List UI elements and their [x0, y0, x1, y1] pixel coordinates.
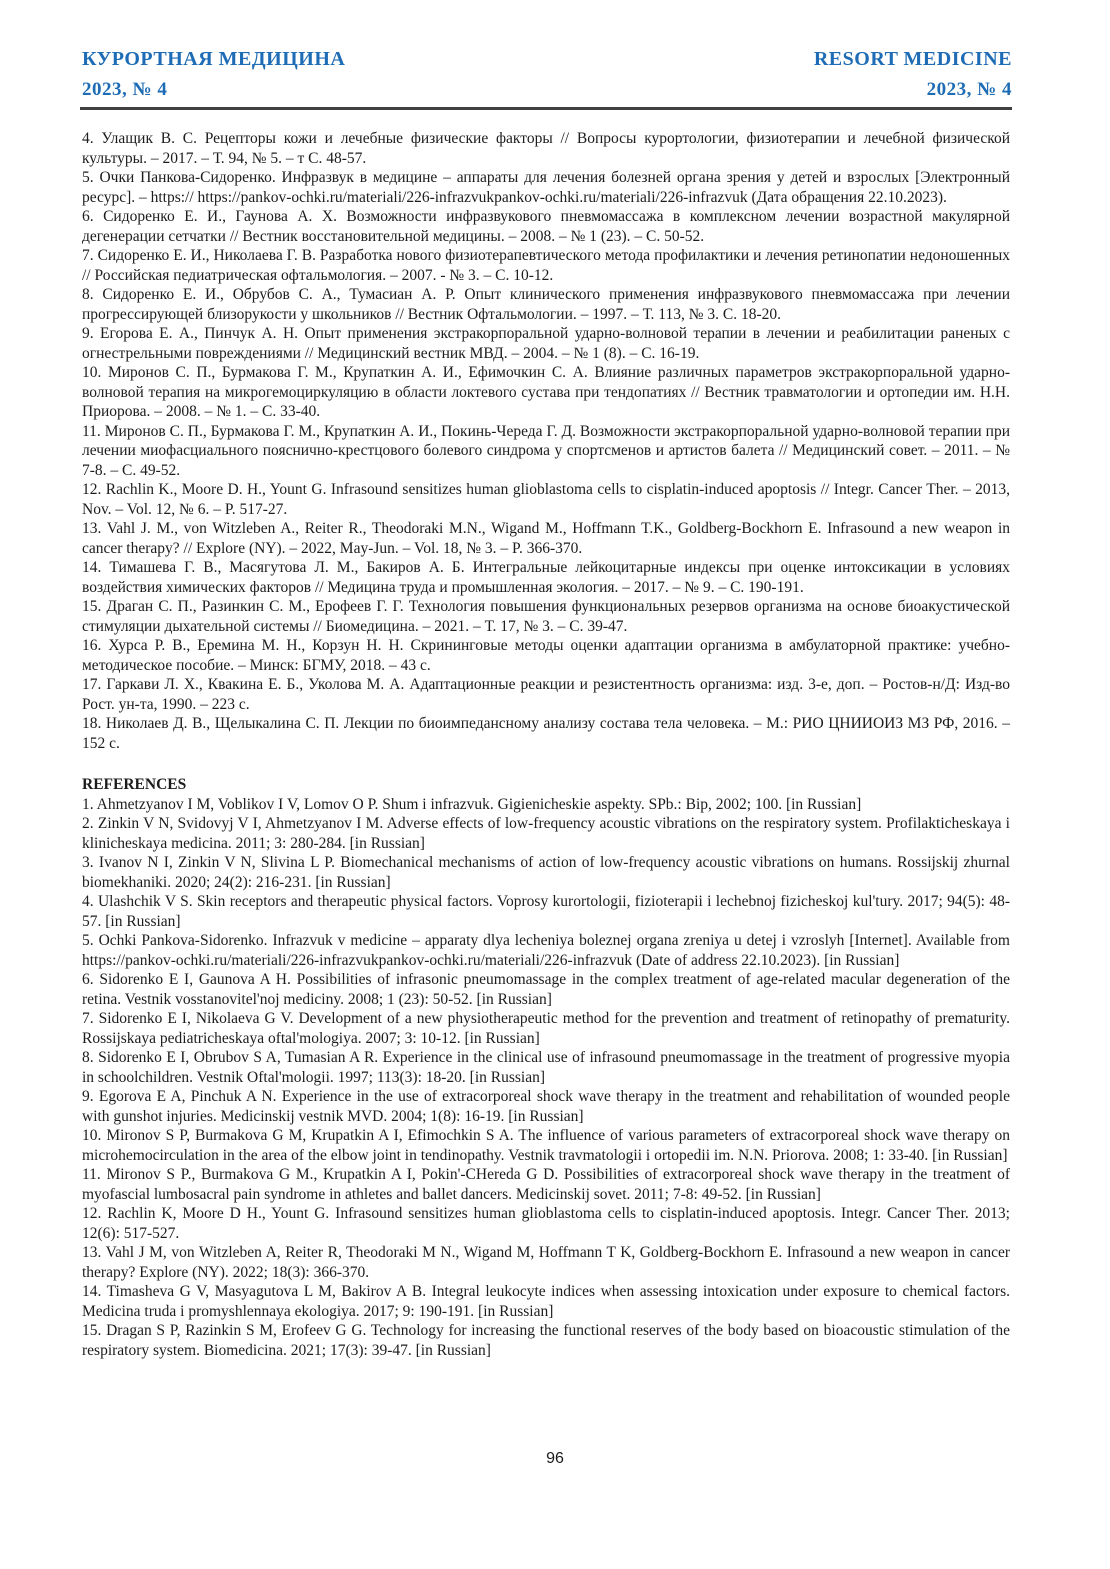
journal-title-ru: КУРОРТНАЯ МЕДИЦИНА [82, 48, 346, 70]
english-references-list [82, 795, 1010, 1361]
reference-item: 7. Sidorenko E I, Nikolaeva G V. Development of a new physiotherapeutic method for the prevention and treatment of retinopathy of prematurity. Rossijskaya pediatricheskaya oftal'mologiya. 2007; 3: 10-12. [in Russian] [82, 1010, 1010, 1047]
reference-item: 7. Сидоренко Е. И., Николаева Г. В. Разработка нового физиотерапевтического метода профилактики и лечения ретинопатии недоношенных // Российская педиатрическая офтальмология. – 2007. - № 3. – С. 10-12. [82, 247, 1010, 284]
reference-item: 12. Rachlin K, Moore D H., Yount G. Infrasound sensitizes human glioblastoma cells to cisplatin-induced apoptosis. Integr. Cancer Ther. 2013; 12(6): 517-527. [82, 1205, 1010, 1242]
reference-item: 3. Ivanov N I, Zinkin V N, Slivina L P. Biomechanical mechanisms of action of low-frequency acoustic vibrations on humans. Rossijskij zhurnal biomekhaniki. 2020; 24(2): 216-231. [in Russian] [82, 854, 1010, 891]
reference-item: 14. Тимашева Г. В., Масягутова Л. М., Бакиров А. Б. Интегральные лейкоцитарные индексы при оценке интоксикации в условиях воздействия химических факторов // Медицина труда и промышленная экология. – 2017. – № 9. – С. 190-191. [82, 559, 1010, 596]
reference-item: 11. Mironov S P., Burmakova G M., Krupatkin A I, Pokin'-CHereda G D. Possibilities of extracorporeal shock wave therapy in the treatment of myofascial lumbosacral pain syndrome in athletes and ballet dancers. Medicinskij sovet. 2011; 7-8: 49-52. [in Russian] [82, 1166, 1010, 1203]
references-heading: REFERENCES [82, 776, 187, 793]
reference-item: 10. Миронов С. П., Бурмакова Г. М., Крупаткин А. И., Ефимочкин С. А. Влияние различных параметров экстракорпоральной ударно-волновой терапия на микрогемоциркуляцию в области локтевого сустава при тендопатиях // Вестник травматологии и ортопедии им. Н.Н. Приорова. – 2008. – № 1. – С. 33-40. [82, 364, 1010, 420]
reference-item: 13. Vahl J. M., von Witzleben A., Reiter R., Theodoraki M.N., Wigand M., Hoffmann T.K., Goldberg-Bockhorn E. Infrasound a new weapon in cancer therapy? // Explore (NY). – 2022, May-Jun. – Vol. 18, № 3. – P. 366-370. [82, 520, 1010, 557]
reference-item: 1. Ahmetzyanov I M, Voblikov I V, Lomov O P. Shum i infrazvuk. Gigienicheskie aspekty. SPb.: Bip, 2002; 100. [in Russian] [82, 795, 862, 813]
russian-references-list [82, 129, 1010, 753]
page-header [0, 0, 1110, 104]
journal-issue-ru: 2023, № 4 [82, 79, 168, 100]
reference-item: 12. Rachlin K., Moore D. H., Yount G. Infrasound sensitizes human glioblastoma cells to cisplatin-induced apoptosis // Integr. Cancer Ther. – 2013, Nov. – Vol. 12, № 6. – P. 517-27. [82, 481, 1010, 518]
page-number: 96 [546, 1450, 564, 1467]
journal-issue-en: 2023, № 4 [926, 79, 1012, 100]
header-right-block [814, 44, 1012, 104]
reference-item: 15. Dragan S P, Razinkin S M, Erofeev G G. Technology for increasing the functional reserves of the body based on bioacoustic stimulation of the respiratory system. Biomedicina. 2021; 17(3): 39-47. [in Russian] [82, 1322, 1010, 1359]
reference-item: 8. Sidorenko E I, Obrubov S A, Tumasian A R. Experience in the clinical use of infrasound pneumomassage in the treatment of progressive myopia in schoolchildren. Vestnik Oftal'mologii. 1997; 113(3): 18-20. [in Russian] [82, 1049, 1010, 1086]
reference-item: 6. Sidorenko E I, Gaunova A H. Possibilities of infrasonic pneumomassage in the complex treatment of age-related macular degeneration of the retina. Vestnik vosstanovitel'noj mediciny. 2008; 1 (23): 50-52. [in Russian] [82, 971, 1010, 1008]
reference-item: 18. Николаев Д. В., Щелыкалина С. П. Лекции по биоимпедансному анализу состава тела человека. – М.: РИО ЦНИИОИЗ МЗ РФ, 2016. – 152 с. [82, 715, 1010, 752]
header-rule [80, 107, 1012, 110]
reference-item: 11. Миронов С. П., Бурмакова Г. М., Крупаткин А. И., Покинь-Череда Г. Д. Возможности экстракорпоральной ударно-волновой терапии при лечении миофасциального пояснично-крестцового болевого синдрома у спортсменов и артистов балета // Медицинский совет. – 2011. – № 7-8. – С. 49-52. [82, 422, 1010, 479]
reference-item: 10. Mironov S P, Burmakova G M, Krupatkin A I, Efimochkin S A. The influence of various parameters of extracorporeal shock wave therapy on microhemocirculation in the area of the elbow joint in tendinopathy. Vestnik travmatologii i ortopedii im. N.N. Priorova. 2008; 1: 33-40. [in Russian] [82, 1127, 1010, 1164]
reference-item: 9. Egorova E A, Pinchuk A N. Experience in the use of extracorporeal shock wave therapy in the treatment and rehabilitation of wounded people with gunshot injuries. Medicinskij vestnik MVD. 2004; 1(8): 16-19. [in Russian] [82, 1088, 1010, 1125]
reference-item: 8. Сидоренко Е. И., Обрубов С. А., Тумасиан А. Р. Опыт клинического применения инфразвукового пневмомассажа при лечении прогрессирующей близорукости у школьников // Вестник Офтальмологии. – 1997. – Т. 113, № 3. С. 18-20. [82, 286, 1010, 323]
reference-item: 15. Драган С. П., Разинкин С. М., Ерофеев Г. Г. Технология повышения функциональных резервов организма на основе биоакустической стимуляции дыхательной системы // Биомедицина. – 2021. – Т. 17, № 3. – С. 39-47. [82, 598, 1010, 635]
reference-item: 2. Zinkin V N, Svidovyj V I, Ahmetzyanov I M. Adverse effects of low-frequency acoustic vibrations on the respiratory system. Profilakticheskaya i klinicheskaya medicina. 2011; 3: 280-284. [in Russian] [82, 815, 1010, 852]
reference-item: 4. Ulashchik V S. Skin receptors and therapeutic physical factors. Voprosy kurortologii, fizioterapii i lechebnoj fizicheskoj kul'tury. 2017; 94(5): 48-57. [in Russian] [82, 893, 1010, 930]
reference-item: 4. Улащик В. С. Рецепторы кожи и лечебные физические факторы // Вопросы курортологии, физиотерапии и лечебной физической культуры. – 2017. – Т. 94, № 5. – т С. 48-57. [82, 130, 1010, 167]
reference-item: 13. Vahl J M, von Witzleben A, Reiter R, Theodoraki M N., Wigand M, Hoffmann T K, Goldberg-Bockhorn E. Infrasound a new weapon in cancer therapy? Explore (NY). 2022; 18(3): 366-370. [82, 1244, 1010, 1281]
header-left-block [82, 44, 345, 104]
references-content [82, 129, 1010, 1360]
reference-item: 17. Гаркави Л. Х., Квакина Е. Б., Уколова М. А. Адаптационные реакции и резистентность организма: изд. 3-е, доп. – Ростов-н/Д: Изд-во Рост. ун-та, 1990. – 223 с. [82, 676, 1010, 713]
journal-title-en: RESORT MEDICINE [813, 48, 1012, 70]
page-footer [0, 1450, 1110, 1468]
reference-item: 5. Очки Панкова-Сидоренко. Инфразвук в медицине – аппараты для лечения болезней органа зрения у детей и взрослых [Электронный ресурс]. – https:// https://pankov-ochki.ru/materiali/226-infrazvukpankov-ochki.ru/materiali/226-infrazvuk (Дата обращения 22.10.2023). [82, 169, 1010, 206]
reference-item: 5. Ochki Pankova-Sidorenko. Infrazvuk v medicine – apparaty dlya lecheniya boleznej organa zreniya u detej i vzroslyh [Internet]. Available from https://pankov-ochki.ru/materiali/226-infrazvukpankov-ochki.ru/materiali/226-infrazvuk (Date of address 22.10.2023). [in Russian] [82, 932, 1010, 969]
reference-item: 16. Хурса Р. В., Еремина М. Н., Корзун Н. Н. Скрининговые методы оценки адаптации организма в амбулаторной практике: учебно-методическое пособие. – Минск: БГМУ, 2018. – 43 с. [82, 637, 1010, 674]
reference-item: 6. Сидоренко Е. И., Гаунова А. Х. Возможности инфразвукового пневмомассажа в комплексном лечении возрастной макулярной дегенерации сетчатки // Вестник восстановительной медицины. – 2008. – № 1 (23). – С. 50-52. [82, 208, 1010, 245]
reference-item: 9. Егорова Е. А., Пинчук А. Н. Опыт применения экстракорпоральной ударно-волновой терапии в лечении и реабилитации раненых с огнестрельными повреждениями // Медицинский вестник МВД. – 2004. – № 1 (8). – С. 16-19. [82, 325, 1010, 362]
reference-item: 14. Timasheva G V, Masyagutova L M, Bakirov A B. Integral leukocyte indices when assessing intoxication under exposure to chemical factors. Medicina truda i promyshlennaya ekologiya. 2017; 9: 190-191. [in Russian] [82, 1283, 1010, 1320]
